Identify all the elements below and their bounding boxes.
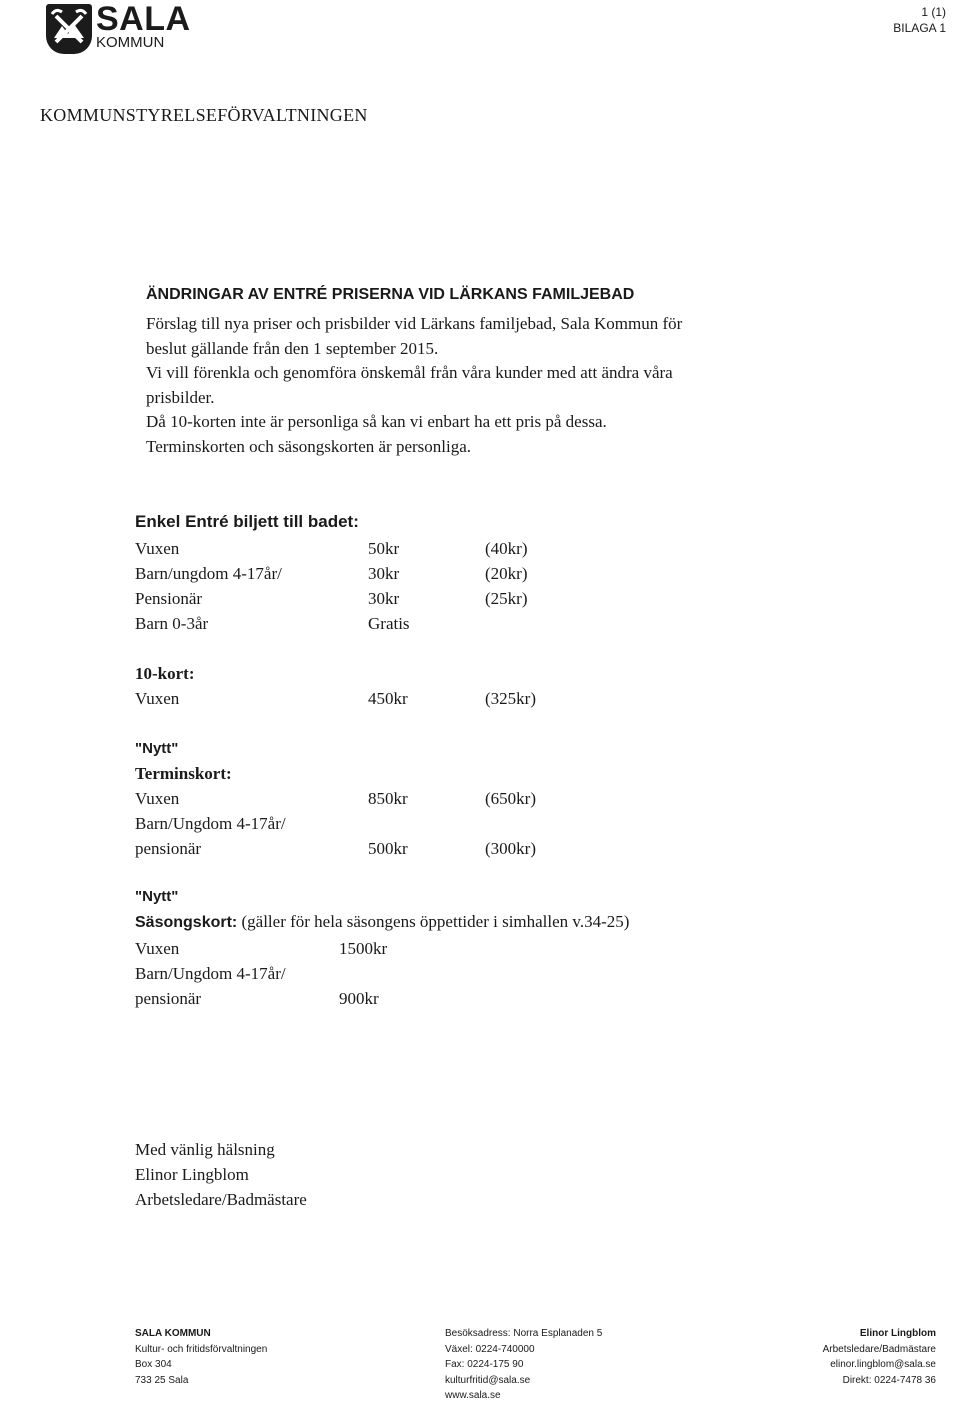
row-label: Barn/Ungdom 4-17år/ bbox=[135, 814, 286, 833]
row-label: Barn 0-3år bbox=[135, 614, 209, 633]
ten-card-title: 10-kort: bbox=[135, 664, 195, 683]
season-card-heading bbox=[135, 912, 629, 932]
footer-email-link[interactable]: elinor.lingblom@sala.se bbox=[830, 1359, 936, 1370]
footer-signatory bbox=[823, 1326, 936, 1388]
row-label: pensionär bbox=[135, 839, 202, 858]
row-price: Gratis bbox=[368, 614, 410, 633]
footer-line: Box 304 bbox=[135, 1359, 172, 1370]
row-price: 30kr bbox=[368, 564, 400, 583]
department-name: KOMMUNSTYRELSEFÖRVALTNINGEN bbox=[40, 105, 368, 125]
closing-greeting: Med vänlig hälsning bbox=[135, 1140, 275, 1159]
row-old-price: (25kr) bbox=[485, 589, 528, 608]
closing-role: Arbetsledare/Badmästare bbox=[135, 1190, 307, 1209]
intro-line: prisbilder. bbox=[146, 387, 215, 407]
footer-contact bbox=[445, 1326, 602, 1404]
row-price: 450kr bbox=[368, 689, 408, 708]
document-heading: ÄNDRINGAR AV ENTRÉ PRISERNA VID LÄRKANS FAMILJEBAD bbox=[146, 286, 635, 303]
intro-line: Vi vill förenkla och genomföra önskemål från våra kunder med att ändra våra bbox=[146, 363, 673, 382]
footer-line: Växel: 0224-740000 bbox=[445, 1343, 535, 1355]
row-label: Pensionär bbox=[135, 589, 203, 608]
attachment-label: BILAGA 1 bbox=[893, 21, 946, 35]
row-label: Vuxen bbox=[135, 689, 180, 708]
row-label: Vuxen bbox=[135, 939, 180, 958]
intro-text bbox=[146, 312, 682, 459]
row-price: 850kr bbox=[368, 789, 408, 808]
row-old-price: (20kr) bbox=[485, 564, 528, 583]
intro-line: Terminskorten och säsongskorten är personliga. bbox=[146, 436, 472, 456]
footer-line: Elinor Lingblom bbox=[859, 1328, 936, 1339]
row-price: 1500kr bbox=[339, 939, 388, 958]
term-card-title: Terminskort: bbox=[135, 764, 232, 783]
price-row bbox=[135, 539, 179, 559]
single-entry-title: Enkel Entré biljett till badet: bbox=[135, 512, 359, 531]
footer-organization bbox=[135, 1326, 267, 1388]
row-label: pensionär bbox=[135, 989, 202, 1008]
row-price: 50kr bbox=[368, 539, 400, 558]
row-label: Vuxen bbox=[135, 789, 180, 808]
row-label: Barn/ungdom 4-17år/ bbox=[135, 564, 282, 583]
row-price: 900kr bbox=[339, 989, 379, 1008]
row-old-price: (40kr) bbox=[485, 539, 528, 558]
season-card-note: (gäller för hela säsongens öppettider i simhallen v.34-25) bbox=[241, 912, 630, 931]
sala-crest-icon bbox=[46, 4, 92, 54]
row-price: 500kr bbox=[368, 839, 408, 858]
term-card-new-label: "Nytt" bbox=[135, 740, 179, 757]
footer-line: Direkt: 0224-7478 36 bbox=[842, 1374, 936, 1386]
footer-email-link[interactable]: kulturfritid@sala.se bbox=[445, 1374, 531, 1386]
season-card-new-label: "Nytt" bbox=[135, 888, 179, 905]
row-old-price: (300kr) bbox=[485, 839, 536, 858]
logo-subtitle: KOMMUN bbox=[96, 34, 165, 51]
footer-website-link[interactable]: www.sala.se bbox=[445, 1390, 501, 1401]
row-price: 30kr bbox=[368, 589, 400, 608]
footer-line: Kultur- och fritidsförvaltningen bbox=[135, 1343, 268, 1355]
intro-line: beslut gällande från den 1 september 2015. bbox=[146, 338, 439, 358]
intro-line: Då 10-korten inte är personliga så kan vi enbart ha ett pris på dessa. bbox=[146, 412, 607, 431]
row-label: Vuxen bbox=[135, 539, 180, 558]
page-number: 1 (1) bbox=[921, 5, 946, 19]
footer-line: 733 25 Sala bbox=[135, 1374, 189, 1386]
footer-line: SALA KOMMUN bbox=[135, 1328, 211, 1339]
logo-name: SALA bbox=[96, 0, 191, 38]
season-card-title: Säsongskort: bbox=[135, 914, 238, 931]
intro-line: Förslag till nya priser och prisbilder vid Lärkans familjebad, Sala Kommun för bbox=[146, 314, 683, 333]
footer-line: Fax: 0224-175 90 bbox=[445, 1359, 524, 1370]
closing-name: Elinor Lingblom bbox=[135, 1165, 249, 1184]
footer-line: Besöksadress: Norra Esplanaden 5 bbox=[445, 1328, 603, 1339]
row-old-price: (325kr) bbox=[485, 689, 536, 708]
footer-line: Arbetsledare/Badmästare bbox=[822, 1343, 936, 1355]
row-old-price: (650kr) bbox=[485, 789, 536, 808]
row-label: Barn/Ungdom 4-17år/ bbox=[135, 964, 286, 983]
